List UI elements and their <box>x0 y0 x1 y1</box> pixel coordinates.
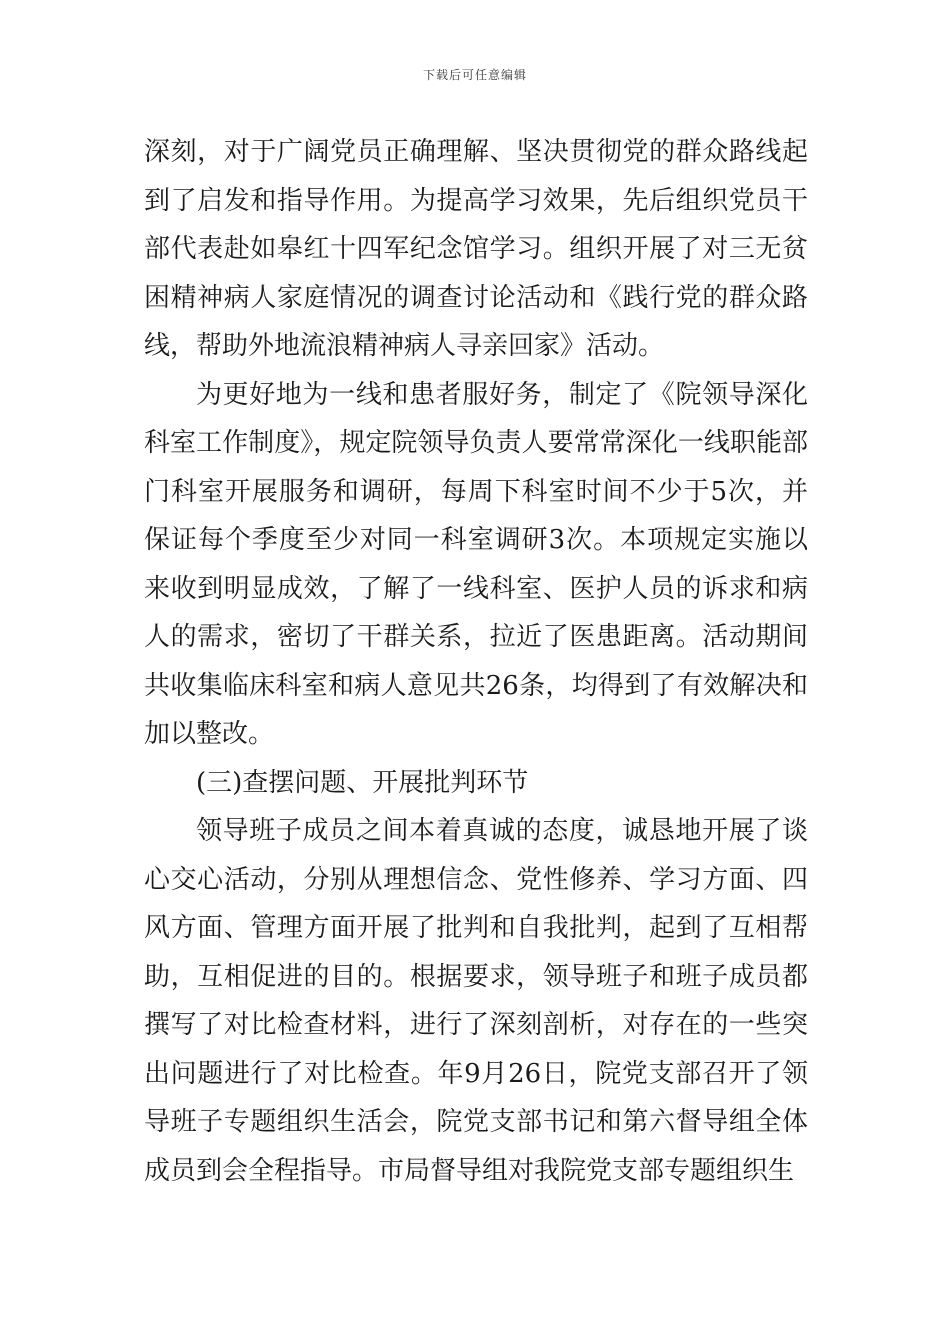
paragraph-service-system: 为更好地为一线和患者服好务，制定了《院领导深化科室工作制度》，规定院领导负责人要常常深化一线职能部门科室开展服务和调研，每周下科室时间不少于5次，并保证每个季度至少对同一科室调研3次。本项规定实施以来收到明显成效，了解了一线科室、医护人员的诉求和病人的需求，密切了干群关系，拉近了医患距离。活动期间共收集临床科室和病人意见共26条，均得到了有效解决和加以整改。 <box>144 379 808 749</box>
paragraph-criticism: 领导班子成员之间本着真诚的态度，诚恳地开展了谈心交心活动，分别从理想信念、党性修养、学习方面、四风方面、管理方面开展了批判和自我批判，起到了互相帮助，互相促进的目的。根据要求，领导班子和班子成员都撰写了对比检查材料，进行了深刻剖析，对存在的一些突出问题进行了对比检查。年9月26日，院党支部召开了领导班子专题组织生活会，院党支部书记和第六督导组全体成员到会全程指导。市局督导组对我院党支部专题组织生 <box>144 816 808 1186</box>
section-heading: (三)查摆问题、开展批判环节 <box>196 767 529 798</box>
page-header: 下载后可任意编辑 <box>422 68 527 82</box>
document-body <box>144 128 808 1195</box>
paragraph-continuation: 深刻，对于广阔党员正确理解、坚决贯彻党的群众路线起到了启发和指导作用。为提高学习效果，先后组织党员干部代表赴如皋红十四军纪念馆学习。组织开展了对三无贫困精神病人家庭情况的调查讨论活动和《践行党的群众路线，帮助外地流浪精神病人寻亲回家》活动。 <box>144 137 808 361</box>
